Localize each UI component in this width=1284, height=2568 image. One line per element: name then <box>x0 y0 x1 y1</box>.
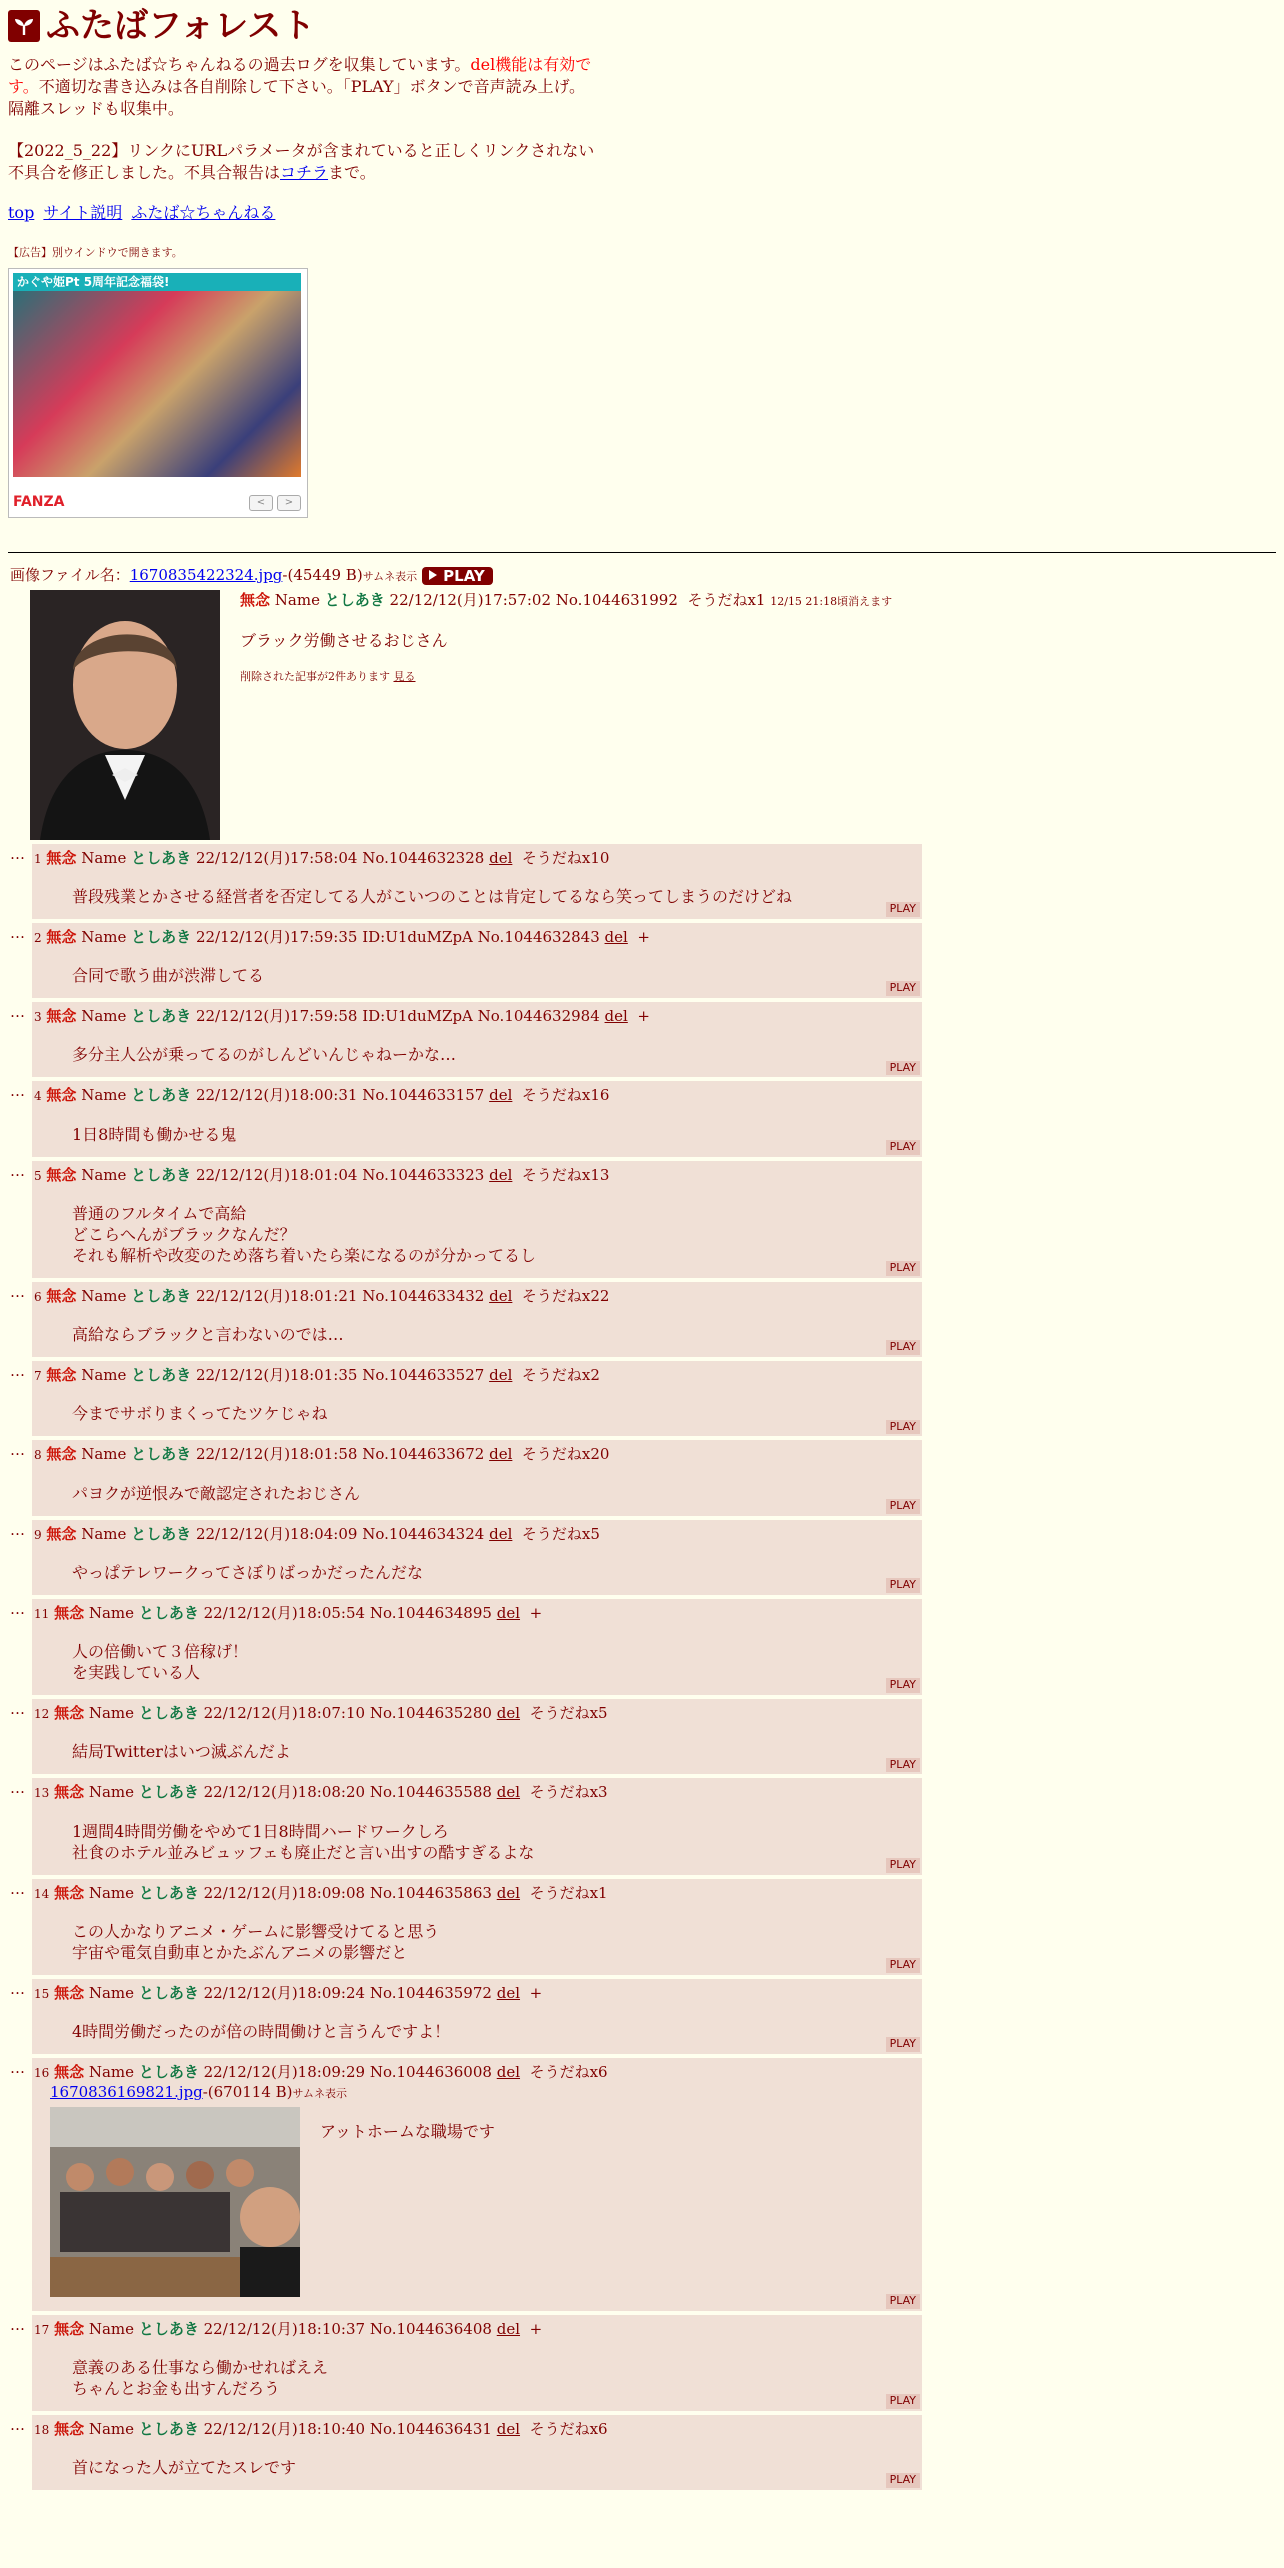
reply-box <box>32 1361 922 1436</box>
reply-subject: 無念 <box>46 1086 77 1105</box>
reply-box <box>32 1879 922 1975</box>
reply-text: 1週間4時間労働をやめて1日8時間ハードワークしろ 社食のホテル並みビュッフェも廃止だと言い出すの酷すぎるよな <box>72 1821 535 1862</box>
reply-name-label: Name <box>81 1445 127 1464</box>
reply-number: 6 <box>34 1289 42 1304</box>
reply-dots: … <box>10 2415 25 2434</box>
reply-text: パヨクが逆恨みで敵認定されたおじさん <box>72 1483 361 1503</box>
reply-play-button[interactable]: PLAY <box>886 981 920 996</box>
del-link[interactable]: del <box>496 2419 521 2438</box>
reply-name-label: Name <box>88 1783 135 1802</box>
reply-name: としあき <box>131 1007 192 1026</box>
reply-text: 結局Twitterはいつ滅ぶんだよ <box>72 1742 291 1762</box>
nav-links <box>8 202 1276 224</box>
ad-label: 【広告】別ウインドウで開きます。 <box>8 245 183 259</box>
reply-subject: 無念 <box>46 1524 77 1543</box>
reply-header <box>34 1085 916 1105</box>
reply-soudane[interactable]: + <box>637 1007 650 1026</box>
reply-list <box>8 844 1276 2055</box>
reply-name: としあき <box>131 1445 192 1464</box>
reply-dots: … <box>10 1599 25 1618</box>
reply-header <box>34 2419 916 2439</box>
reply-name: としあき <box>138 2063 199 2082</box>
reply-name: としあき <box>131 1366 192 1385</box>
reply-name: としあき <box>131 1524 192 1543</box>
reply-name-label: Name <box>81 1286 127 1305</box>
reply-dots: … <box>10 2059 25 2078</box>
reply-4 <box>8 1081 1276 1156</box>
reply-number: 14 <box>34 1886 50 1901</box>
reply-text: 今までサボりまくってたツケじゃね <box>72 1404 328 1424</box>
reply-subject: 無念 <box>46 1007 77 1026</box>
deleted-text: 削除された記事が2件あります <box>240 669 390 683</box>
reply-play-button[interactable]: PLAY <box>886 2037 920 2052</box>
reply-1 <box>8 844 1276 919</box>
reply-header <box>34 1365 916 1385</box>
reply-name-label: Name <box>88 1704 135 1723</box>
reply-box <box>32 2058 922 2311</box>
reply-box <box>32 1282 922 1357</box>
reply-soudane[interactable]: そうだねx5 <box>529 1704 608 1723</box>
reply-name: としあき <box>138 2419 199 2438</box>
ad-next-button[interactable]: > <box>277 495 301 511</box>
reply-name-label: Name <box>88 2319 135 2338</box>
op-name: としあき <box>324 590 385 609</box>
reply-name: としあき <box>131 1086 192 1105</box>
reply-post-no: No.1044633323 <box>362 1165 485 1184</box>
reply-soudane[interactable]: そうだねx1 <box>529 1883 608 1902</box>
reply-file-line <box>50 2082 916 2102</box>
reply-soudane[interactable]: + <box>529 2319 543 2338</box>
reply-number: 13 <box>34 1786 50 1801</box>
del-link[interactable]: del <box>489 848 513 867</box>
reply-subject: 無念 <box>54 1883 85 1902</box>
reply-name-label: Name <box>81 927 127 946</box>
reply-name-label: Name <box>81 1165 127 1184</box>
group-photo-thumbnail[interactable] <box>50 2107 300 2297</box>
reply-17 <box>8 2315 1276 2411</box>
reply-name: としあき <box>131 1165 192 1184</box>
reply-datetime: 22/12/12(月)18:09:29 <box>203 2063 366 2082</box>
reply-name-label: Name <box>81 1086 127 1105</box>
reply-datetime: 22/12/12(月)18:09:08 <box>203 1883 366 1902</box>
reply-dots: … <box>10 1161 25 1180</box>
reply-dots: … <box>10 1441 25 1460</box>
reply-7 <box>8 1361 1276 1436</box>
reply-play-button[interactable]: PLAY <box>886 2394 920 2409</box>
reply-text: 1日8時間も働かせる鬼 <box>72 1124 237 1144</box>
reply-number: 11 <box>34 1606 50 1621</box>
reply-soudane[interactable]: そうだねx5 <box>521 1524 600 1543</box>
reply-name-label: Name <box>88 2419 135 2438</box>
nav-futaba-link[interactable]: ふたば☆ちゃんねる <box>131 203 276 222</box>
op-file-line <box>10 565 1276 585</box>
reply-box <box>32 923 922 998</box>
reply-subject: 無念 <box>46 1366 77 1385</box>
reply-name-label: Name <box>88 2063 135 2082</box>
reply-dots: … <box>10 844 25 863</box>
futaba-leaf-icon <box>8 10 40 42</box>
reply-text: やっぱテレワークってさぼりばっかだったんだな <box>72 1562 424 1582</box>
reply-play-button[interactable]: PLAY <box>886 1261 920 1276</box>
reply-18 <box>8 2415 1276 2490</box>
del-link[interactable]: del <box>496 1603 521 1622</box>
reply-6 <box>8 1282 1276 1357</box>
reply-soudane[interactable]: そうだねx22 <box>521 1286 610 1305</box>
reply-12 <box>8 1699 1276 1774</box>
reply-text: 合同で歌う曲が渋滞してる <box>72 966 265 986</box>
reply-dots: … <box>10 1879 25 1898</box>
reply-soudane[interactable]: そうだねx6 <box>529 2419 608 2438</box>
reply-post-no: No.1044635588 <box>369 1783 492 1802</box>
update-notice <box>8 140 598 184</box>
reply-box <box>32 2415 922 2490</box>
reply-header <box>34 1165 916 1185</box>
reply-datetime: 22/12/12(月)17:58:04 <box>195 848 358 867</box>
reply-dots: … <box>10 1979 25 1998</box>
reply-name: としあき <box>131 1286 192 1305</box>
reply-header <box>34 1006 916 1026</box>
op-expire: 12/15 21:18頃消えます <box>770 594 893 608</box>
reply-text: 高給ならブラックと言わないのでは… <box>72 1325 344 1345</box>
del-link[interactable]: del <box>489 1366 513 1385</box>
ad-nav <box>249 495 301 511</box>
reply-number: 9 <box>34 1527 42 1542</box>
reply-text: アットホームな職場です <box>320 2121 495 2141</box>
ad-prev-button[interactable]: < <box>249 495 273 511</box>
reply-header <box>34 1883 916 1903</box>
reply-header <box>34 1782 916 1802</box>
reply-soudane[interactable]: そうだねx6 <box>529 2063 608 2082</box>
reply-datetime: 22/12/12(月)18:05:54 <box>203 1603 366 1622</box>
reply-header <box>34 927 916 947</box>
reply-name-label: Name <box>81 1007 127 1026</box>
reply-post-no: No.1044636408 <box>369 2319 492 2338</box>
reply-number: 7 <box>34 1369 42 1384</box>
reply-box <box>32 1778 922 1874</box>
portrait-image <box>30 590 220 840</box>
reply-subject: 無念 <box>46 1286 77 1305</box>
reply-9 <box>8 1520 1276 1595</box>
reply-name: としあき <box>138 1704 199 1723</box>
reply-text: この人かなりアニメ・ゲームに影響受けてると思う 宇宙や電気自動車とかたぶんアニメの影響だと <box>72 1921 440 1962</box>
reply-post-no: No.1044633527 <box>362 1366 485 1385</box>
reply-post-no: No.1044633432 <box>362 1286 485 1305</box>
reply-box <box>32 1161 922 1278</box>
reply-name: としあき <box>138 1983 199 2002</box>
reply-name-label: Name <box>81 1524 127 1543</box>
reply-soudane[interactable]: そうだねx13 <box>521 1165 610 1184</box>
notice-text-end: まで。 <box>328 163 376 182</box>
reply-image-row <box>50 2107 916 2297</box>
site-intro <box>8 54 598 120</box>
reply-play-button[interactable]: PLAY <box>886 1858 920 1873</box>
reply-name: としあき <box>138 2319 199 2338</box>
site-title: ふたばフォレスト <box>46 6 316 46</box>
reply-name: としあき <box>138 1783 199 1802</box>
reply-post-no: No.1044632984 <box>477 1007 600 1026</box>
reply-play-button[interactable]: PLAY <box>886 1578 920 1593</box>
reply-header <box>34 2062 916 2082</box>
reply-dots: … <box>10 1003 25 1022</box>
reply-5 <box>8 1161 1276 1278</box>
reply-box <box>32 1599 922 1695</box>
del-link[interactable]: del <box>604 927 628 946</box>
reply-name-label: Name <box>88 1603 135 1622</box>
reply-name: としあき <box>131 927 192 946</box>
reply-box <box>32 1979 922 2054</box>
reply-header <box>34 1524 916 1544</box>
reply-play-button[interactable]: PLAY <box>886 2473 920 2488</box>
reply-number: 1 <box>34 851 42 866</box>
reply-box <box>32 1520 922 1595</box>
reply-post-no: No.1044633672 <box>362 1445 485 1464</box>
reply-name: としあき <box>138 1603 199 1622</box>
reply-play-button[interactable]: PLAY <box>886 1499 920 1514</box>
reply-datetime: 22/12/12(月)18:01:58 <box>195 1445 358 1464</box>
del-link[interactable]: del <box>604 1007 628 1026</box>
reply-name-label: Name <box>81 848 127 867</box>
reply-name-label: Name <box>88 1983 135 2002</box>
reply-soudane[interactable]: + <box>637 927 650 946</box>
op-body <box>240 590 892 840</box>
op-subject: 無念 <box>240 590 271 609</box>
op-post <box>8 590 1276 840</box>
reply-soudane[interactable]: そうだねx2 <box>521 1366 600 1385</box>
reply-play-button[interactable]: PLAY <box>886 1958 920 1973</box>
reply-dots: … <box>10 923 25 942</box>
reply-file-info: -(670114 B) <box>202 2083 293 2102</box>
reply-number: 18 <box>34 2422 50 2437</box>
op-datetime: 22/12/12(月)17:57:02 <box>389 590 551 609</box>
reply-post-no: No.1044633157 <box>362 1086 485 1105</box>
reply-14 <box>8 1879 1276 1975</box>
reply-subject: 無念 <box>54 2319 85 2338</box>
reply-number: 12 <box>34 1707 50 1722</box>
report-link[interactable]: コチラ <box>280 163 329 182</box>
reply-dots: … <box>10 1779 25 1798</box>
reply-datetime: 22/12/12(月)17:59:35 <box>195 927 358 946</box>
reply-post-no: No.1044635863 <box>369 1883 492 1902</box>
reply-box <box>32 844 922 919</box>
reply-number: 5 <box>34 1168 42 1183</box>
reply-datetime: 22/12/12(月)18:00:31 <box>195 1086 358 1105</box>
reply-name: としあき <box>138 1883 199 1902</box>
del-link[interactable]: del <box>489 1524 513 1543</box>
ad-image[interactable] <box>13 289 301 477</box>
reply-soudane[interactable]: そうだねx3 <box>529 1783 608 1802</box>
reply-datetime: 22/12/12(月)18:07:10 <box>203 1704 366 1723</box>
reply-dots: … <box>10 2315 25 2334</box>
reply-post-no: No.1044635280 <box>369 1704 492 1723</box>
reply-subject: 無念 <box>54 2419 85 2438</box>
reply-subject: 無念 <box>54 2063 85 2082</box>
reply-box <box>32 1002 922 1077</box>
reply-dots: … <box>10 1362 25 1381</box>
op-name-label: Name <box>274 590 320 609</box>
del-link[interactable]: del <box>496 2319 521 2338</box>
file-label: 画像ファイル名： <box>10 566 130 585</box>
reply-dots: … <box>10 1520 25 1539</box>
reply-subject: 無念 <box>46 927 77 946</box>
reply-header <box>34 2319 916 2339</box>
reply-id: ID:U1duMZpA <box>362 1007 473 1026</box>
reply-text: 多分主人公が乗ってるのがしんどいんじゃねーかな… <box>72 1045 457 1065</box>
reply-datetime: 22/12/12(月)18:04:09 <box>195 1524 358 1543</box>
thumb-note: サムネ表示 <box>362 570 418 584</box>
reply-text: 普段残業とかさせる経営者を否定してる人がこいつのことは肯定してるなら笑ってしまうのだけどね <box>72 886 793 906</box>
reply-post-no: No.1044632843 <box>477 927 600 946</box>
reply-number: 16 <box>34 2066 50 2081</box>
del-link[interactable]: del <box>496 1983 521 2002</box>
reply-datetime: 22/12/12(月)18:01:35 <box>195 1366 358 1385</box>
reply-subject: 無念 <box>46 1165 77 1184</box>
deleted-notice <box>240 670 892 685</box>
reply-list-after <box>8 2315 1276 2491</box>
reply-header <box>34 1603 916 1623</box>
reply-box <box>32 1699 922 1774</box>
reply-text: 普通のフルタイムで高給 どこらへんがブラックなんだ？ それも解析や改変のため落ち着いたら楽になるのが分かってるし <box>72 1203 537 1265</box>
site-header <box>8 6 1276 46</box>
reply-box <box>32 1081 922 1156</box>
del-link[interactable]: del <box>496 1704 521 1723</box>
op-play-button[interactable] <box>422 567 493 585</box>
divider <box>8 552 1276 553</box>
reply-text: 意義のある仕事なら働かせればええ ちゃんとお金も出すんだろう <box>72 2357 329 2398</box>
op-soudane[interactable]: そうだねx1 <box>687 590 766 609</box>
reply-datetime: 22/12/12(月)18:01:04 <box>195 1165 358 1184</box>
reply-8 <box>8 1440 1276 1515</box>
play-icon <box>428 569 438 581</box>
reply-subject: 無念 <box>46 1445 77 1464</box>
del-link[interactable]: del <box>489 1286 513 1305</box>
reply-11 <box>8 1599 1276 1695</box>
reply-header <box>34 1703 916 1723</box>
reply-header <box>34 1286 916 1306</box>
del-link[interactable]: del <box>496 1883 521 1902</box>
reply-datetime: 22/12/12(月)18:10:37 <box>203 2319 366 2338</box>
op-play-label: PLAY <box>443 567 485 586</box>
show-deleted-link[interactable]: 見る <box>393 669 416 683</box>
reply-text: 首になった人が立てたスレです <box>72 2458 297 2478</box>
reply-number: 15 <box>34 1986 50 2001</box>
reply-header <box>34 848 916 868</box>
notice-text: 【2022_5_22】リンクにURLパラメータが含まれていると正しくリンクされない不具合を修正しました。不具合報告は <box>8 141 595 182</box>
del-link[interactable]: del <box>496 1783 521 1802</box>
reply-dots: … <box>10 1282 25 1301</box>
reply-dots: … <box>10 1082 25 1101</box>
reply-header <box>34 1444 916 1464</box>
reply-play-button[interactable]: PLAY <box>886 1061 920 1076</box>
reply-header <box>34 1983 916 2003</box>
reply-box <box>32 1440 922 1515</box>
reply-name-label: Name <box>81 1366 127 1385</box>
reply-post-no: No.1044636431 <box>369 2419 492 2438</box>
reply-number: 3 <box>34 1010 42 1025</box>
reply-play-button[interactable]: PLAY <box>886 902 920 917</box>
nav-about-link[interactable]: サイト説明 <box>43 203 123 222</box>
reply-play-button[interactable]: PLAY <box>886 1678 920 1693</box>
del-link[interactable]: del <box>496 2063 521 2082</box>
reply-post-no: No.1044634895 <box>369 1603 492 1622</box>
intro-text: このページはふたば☆ちゃんねるの過去ログを収集しています。 <box>8 55 471 74</box>
reply-subject: 無念 <box>54 1983 85 2002</box>
op-file-info: -(45449 B) <box>282 566 363 585</box>
reply-file-link[interactable]: 1670836169821.jpg <box>50 2083 203 2102</box>
reply-soudane[interactable]: そうだねx20 <box>521 1445 610 1464</box>
reply-id: ID:U1duMZpA <box>362 927 473 946</box>
reply-post-no: No.1044632328 <box>362 848 485 867</box>
reply-thumb-note: サムネ表示 <box>292 2087 347 2101</box>
reply-2 <box>8 923 1276 998</box>
reply-datetime: 22/12/12(月)17:59:58 <box>195 1007 358 1026</box>
reply-name: としあき <box>131 848 192 867</box>
intro-text-2: 不適切な書き込みは各自削除して下さい。「PLAY」ボタンで音声読み上げ。隔離スレッドも収集中。 <box>8 77 585 118</box>
op-text: ブラック労働させるおじさん <box>240 630 448 650</box>
nav-top-link[interactable]: top <box>8 203 35 222</box>
del-link[interactable]: del <box>489 1086 513 1105</box>
op-file-link[interactable]: 1670835422324.jpg <box>129 566 283 585</box>
reply-play-button[interactable]: PLAY <box>886 1420 920 1435</box>
reply-subject: 無念 <box>54 1603 85 1622</box>
ad-headline: かぐや姫Pt 5周年記念福袋! <box>13 273 301 291</box>
reply-play-button[interactable]: PLAY <box>886 1340 920 1355</box>
reply-subject: 無念 <box>54 1783 85 1802</box>
reply-subject: 無念 <box>54 1704 85 1723</box>
del-link[interactable]: del <box>489 1445 513 1464</box>
reply-number: 2 <box>34 930 42 945</box>
reply-subject: 無念 <box>46 848 77 867</box>
reply-post-no: No.1044636008 <box>369 2063 492 2082</box>
op-thumbnail[interactable] <box>30 590 220 840</box>
reply-name-label: Name <box>88 1883 135 1902</box>
reply-post-no: No.1044634324 <box>362 1524 485 1543</box>
reply-datetime: 22/12/12(月)18:09:24 <box>203 1983 366 2002</box>
reply-datetime: 22/12/12(月)18:01:21 <box>195 1286 358 1305</box>
reply-soudane[interactable]: そうだねx16 <box>521 1086 610 1105</box>
op-header <box>240 590 892 610</box>
reply-box <box>32 2315 922 2411</box>
reply-number: 8 <box>34 1448 42 1463</box>
reply-16 <box>8 2058 1276 2311</box>
reply-soudane[interactable]: + <box>529 1603 543 1622</box>
fanza-logo: FANZA <box>13 493 65 510</box>
reply-13 <box>8 1778 1276 1874</box>
reply-dots: … <box>10 1700 25 1719</box>
reply-datetime: 22/12/12(月)18:10:40 <box>203 2419 366 2438</box>
reply-play-button[interactable]: PLAY <box>886 2294 920 2309</box>
reply-datetime: 22/12/12(月)18:08:20 <box>203 1783 366 1802</box>
reply-play-button[interactable]: PLAY <box>886 1758 920 1773</box>
ad-banner[interactable] <box>8 268 308 518</box>
reply-15 <box>8 1979 1276 2054</box>
reply-soudane[interactable]: そうだねx10 <box>521 848 610 867</box>
del-enabled-text: del機能は有効です。 <box>8 55 592 96</box>
reply-text: 人の倍働いて３倍稼げ！ を実践している人 <box>72 1642 249 1683</box>
op-number: No.1044631992 <box>555 590 678 609</box>
reply-3 <box>8 1002 1276 1077</box>
reply-play-button[interactable]: PLAY <box>886 1140 920 1155</box>
reply-number: 17 <box>34 2322 50 2337</box>
del-link[interactable]: del <box>489 1165 513 1184</box>
reply-number: 4 <box>34 1089 42 1104</box>
reply-soudane[interactable]: + <box>529 1983 543 2002</box>
reply-text: 4時間労働だったのが倍の時間働けと言うんですよ！ <box>72 2022 451 2042</box>
reply-post-no: No.1044635972 <box>369 1983 492 2002</box>
group-photo-image <box>50 2107 300 2297</box>
